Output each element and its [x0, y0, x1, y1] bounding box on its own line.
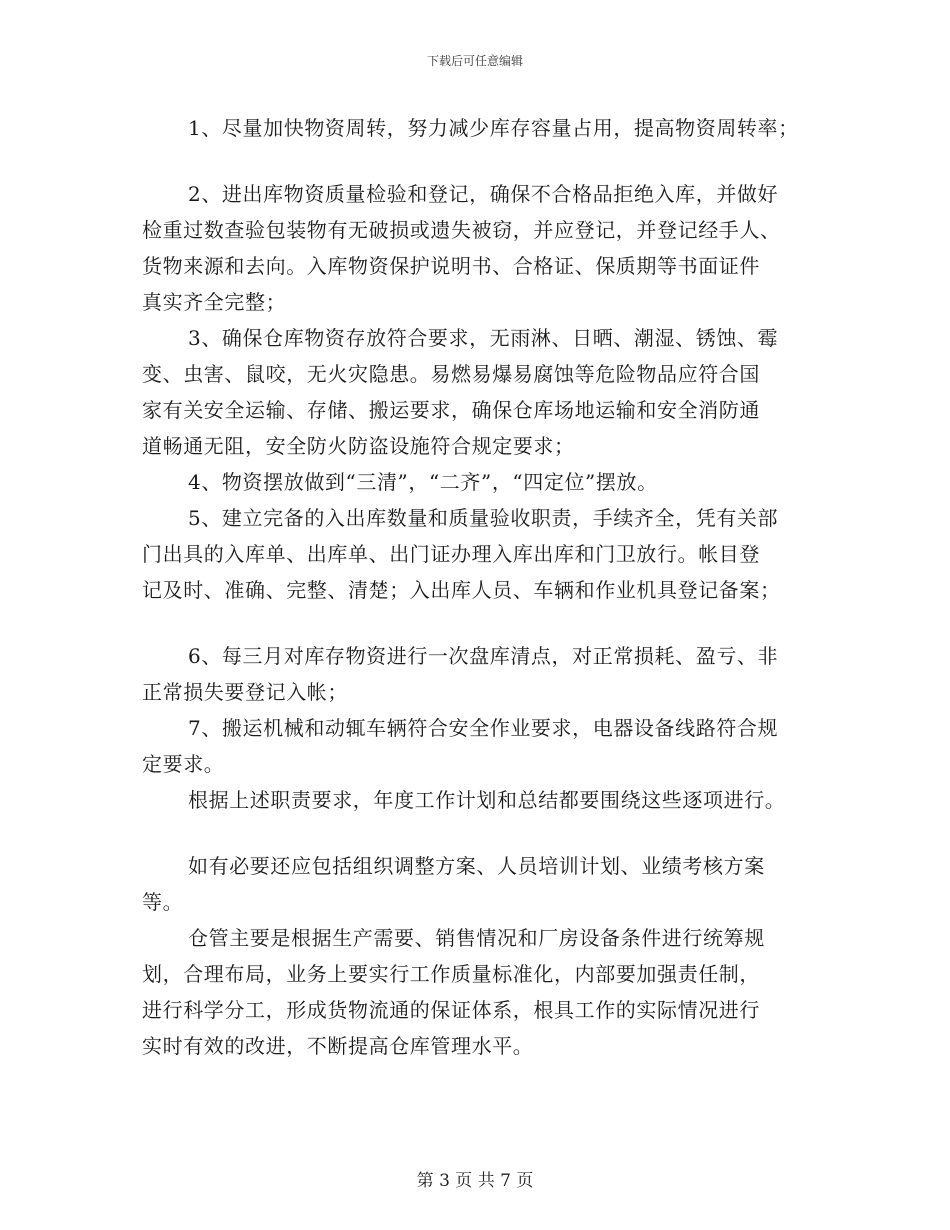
paragraph-line: 等。	[142, 890, 184, 914]
paragraph-line: 家有关安全运输、存储、搬运要求，确保仓库场地运输和安全消防通	[142, 398, 760, 422]
paragraph-line: 实时有效的改进，不断提高仓库管理水平。	[142, 1034, 534, 1058]
paragraph-3	[142, 320, 822, 464]
paragraph-line: 6、每三月对库存物资进行一次盘库清点，对正常损耗、盈亏、非	[188, 644, 779, 668]
paragraph-line: 1、尽量加快物资周转，努力减少库存容量占用，提高物资周转率；	[188, 116, 799, 140]
paragraph-line: 如有必要还应包括组织调整方案、人员培训计划、业绩考核方案	[188, 854, 765, 878]
paragraph-line: 货物来源和去向。入库物资保护说明书、合格证、保质期等书面证件	[142, 254, 760, 278]
paragraph-9	[142, 848, 822, 920]
paragraph-line: 变、虫害、鼠咬，无火灾隐患。易燃易爆易腐蚀等危险物品应符合国	[142, 362, 760, 386]
paragraph-line: 2、进出库物资质量检验和登记，确保不合格品拒绝入库，并做好	[188, 182, 779, 206]
paragraph-line: 门出具的入库单、出库单、出门证办理入库出库和门卫放行。帐目登	[142, 542, 760, 566]
paragraph-line: 真实齐全完整；	[142, 290, 287, 314]
paragraph-line: 仓管主要是根据生产需要、销售情况和厂房设备条件进行统筹规	[188, 926, 765, 950]
paragraph-line: 划，合理布局，业务上要实行工作质量标准化，内部要加强责任制，	[142, 962, 760, 986]
paragraph-line: 4、物资摆放做到“三清”，“二齐”，“四定位”摆放。	[188, 470, 658, 494]
paragraph-5	[142, 500, 822, 608]
paragraph-line: 正常损失要登记入帐；	[142, 680, 348, 704]
paragraph-line: 5、建立完备的入出库数量和质量验收职责，手续齐全，凭有关部	[188, 506, 779, 530]
paragraph-7	[142, 710, 822, 782]
page-header: 下载后可任意编辑	[426, 54, 523, 68]
paragraph-line: 检重过数查验包装物有无破损或遗失被窃，并应登记，并登记经手人、	[142, 218, 781, 242]
paragraph-1	[142, 110, 822, 146]
paragraph-4	[142, 464, 822, 500]
paragraph-2	[142, 176, 822, 320]
paragraph-line: 记及时、准确、完整、清楚；入出库人员、车辆和作业机具登记备案；	[142, 578, 781, 602]
page-number: 第 3 页 共 7 页	[416, 1171, 534, 1191]
paragraph-line: 3、确保仓库物资存放符合要求，无雨淋、日晒、潮湿、锈蚀、霉	[188, 326, 779, 350]
paragraph-6	[142, 638, 822, 710]
paragraph-line: 根据上述职责要求，年度工作计划和总结都要围绕这些逐项进行。	[188, 788, 786, 812]
paragraph-line: 7、搬运机械和动辄车辆符合安全作业要求，电器设备线路符合规	[188, 716, 779, 740]
paragraph-line: 道畅通无阻，安全防火防盗设施符合规定要求；	[142, 434, 575, 458]
paragraph-line: 定要求。	[142, 752, 225, 776]
paragraph-line: 进行科学分工，形成货物流通的保证体系，根具工作的实际情况进行	[142, 998, 760, 1022]
document-body	[142, 110, 822, 1064]
paragraph-8	[142, 782, 822, 818]
paragraph-10	[142, 920, 822, 1064]
